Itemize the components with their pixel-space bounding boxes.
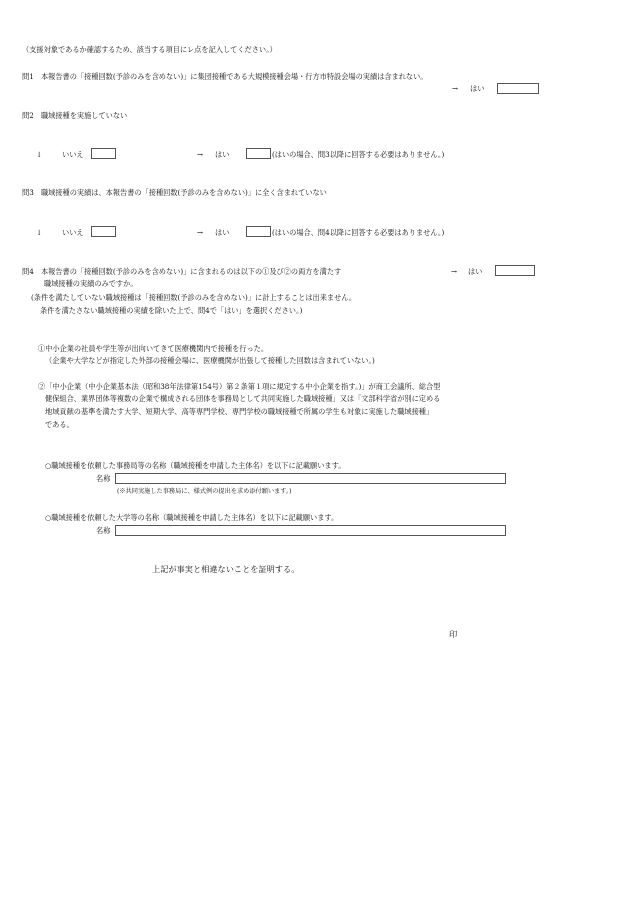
- q2-no-checkbox[interactable]: [91, 148, 116, 159]
- q4-text-line2: 職域接種の実績のみですか。: [44, 279, 138, 288]
- q2-note: (はいの場合、問3以降に回答する必要はありません。): [272, 150, 445, 159]
- intro-text: （支援対象であるか確認するため、該当する項目にレ点を記入してください。）: [22, 45, 277, 54]
- q4-note-line1: (条件を満たしていない職域接種は「接種回数(予診のみを含めない)」に計上することは出来ません。: [31, 293, 357, 302]
- certify-statement: 上記が事実と相違ないことを証明する。: [152, 564, 300, 574]
- q4-text-line1: 問4 本報告書の「接種回数(予診のみを含めない)」に含まれるのは以下の①及び②の両方を満たす: [22, 267, 342, 276]
- q3-no-label: いいえ: [62, 228, 84, 237]
- q4-yes-label: はい: [468, 267, 483, 276]
- office-name-input[interactable]: [115, 473, 506, 484]
- cond1-line2: （企業や大学などが指定した外部の接種会場に、医療機関が出張して接種した回数は含まれていない。): [45, 356, 375, 365]
- office-instruction: ○職域接種を依頼した事務局等の名称（職域接種を申請した主体名）を以下に記載願います。: [45, 461, 346, 470]
- office-note: (※共同実施した事務局に、様式例の提出を求め添付願います。): [117, 488, 292, 495]
- cond2-line2: 健保組合、業界団体等複数の企業で構成される団体を事務局として共同実施した職域接種」又は「文部科学省が別に定める: [45, 394, 441, 403]
- cond2-line4: である。: [45, 420, 74, 429]
- q4-arrow-icon: →: [451, 267, 458, 276]
- university-instruction: ○職域接種を依頼した大学等の名称（職域接種を申請した主体名）を以下に記載願います。: [45, 513, 339, 522]
- q2-yes-checkbox[interactable]: [246, 148, 271, 159]
- cond2-line3: 地域貢献の基準を満たす大学、短期大学、高等専門学校、専門学校の職域接種で所属の学生も対象に実施した職域接種」: [45, 407, 434, 416]
- office-name-label: 名称: [96, 474, 111, 483]
- q4-note-line2: 条件を満たさない職域接種の実績を除いた上で、問4で「はい」を選択ください。): [40, 306, 303, 315]
- q1-yes-checkbox[interactable]: [497, 83, 539, 94]
- q3-no-checkbox[interactable]: [91, 226, 116, 237]
- q3-note: (はいの場合、問4以降に回答する必要はありません。): [272, 228, 445, 237]
- q1-arrow-icon: →: [452, 84, 459, 93]
- cond2-line1: ②「中小企業（中小企業基本法（昭和38年法律第154号）第２条第１項に規定する中小企業を指す。)」が商工会議所、総合型: [38, 382, 441, 391]
- q3-arrow-icon: →: [197, 228, 204, 237]
- q2-no-label: いいえ: [62, 150, 84, 159]
- q3-down-arrow-icon: ↓: [36, 228, 43, 237]
- q3-yes-label: はい: [215, 228, 230, 237]
- university-name-input[interactable]: [115, 525, 506, 536]
- q3-yes-checkbox[interactable]: [246, 226, 271, 237]
- q2-yes-label: はい: [215, 150, 230, 159]
- cond1-line1: ①中小企業の社員や学生等が出向いてきて医療機関内で接種を行った。: [38, 344, 269, 353]
- q3-text: 問3 職域接種の実績は、本報告書の「接種回数(予診のみを含めない)」に全く含まれていない: [22, 188, 327, 197]
- q2-text: 問2 職域接種を実施していない: [22, 111, 128, 120]
- q1-text: 問1 本報告書の「接種回数(予診のみを含めない)」に集団接種である大規模接種会場・行方市特設会場の実績は含まれない。: [22, 72, 428, 81]
- seal-mark: 印: [449, 629, 458, 639]
- q2-down-arrow-icon: ↓: [36, 150, 43, 159]
- q2-arrow-icon: →: [197, 150, 204, 159]
- university-name-label: 名称: [96, 526, 111, 535]
- q4-yes-checkbox[interactable]: [495, 265, 535, 276]
- q1-yes-label: はい: [470, 84, 485, 93]
